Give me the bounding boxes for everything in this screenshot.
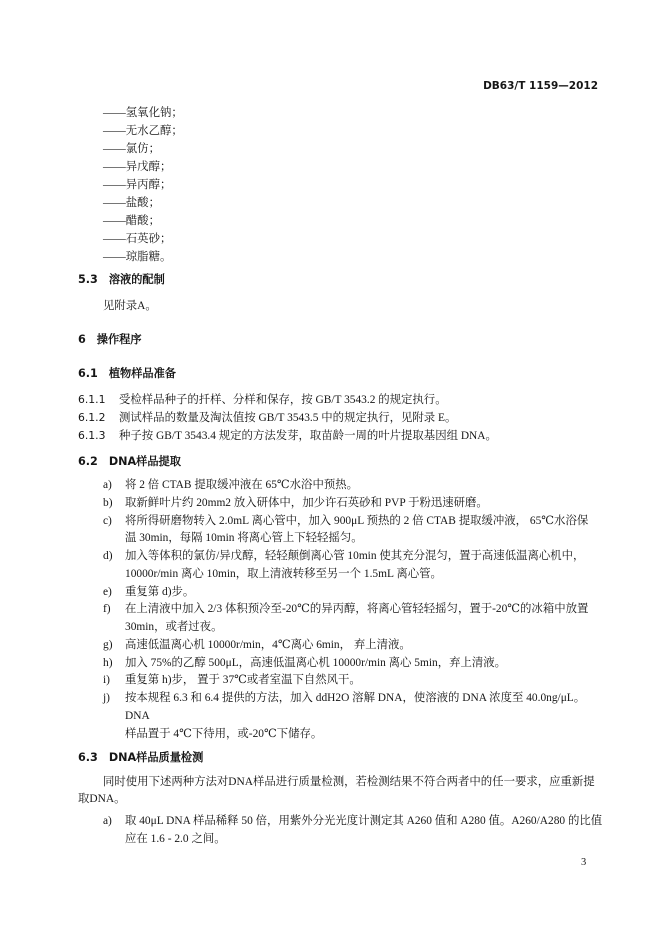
- intro-line: 同时使用下述两种方法对DNA样品进行质量检测，若检测结果不符合两者中的任一要求，应重新提: [103, 776, 595, 789]
- step-line: 加入等体积的氯仿/异戊醇，轻轻颠倒离心管 10min 使其充分混匀，置于高速低温离心机中，: [125, 550, 585, 562]
- reagent-item: ——琼脂糖。: [103, 251, 172, 263]
- extraction-steps-list: [78, 477, 605, 743]
- step-text: [125, 637, 605, 655]
- reagent-item: ——异戊醇；: [103, 161, 172, 173]
- step-item-d: [78, 548, 605, 584]
- section-6-2-heading: [78, 453, 605, 471]
- clause-text: 种子按 GB/T 3543.4 规定的方法发芽，取苗龄一周的叶片提取基因组 DNA。: [119, 430, 497, 442]
- section-title: 操作程序: [96, 333, 142, 346]
- page-number: 3: [581, 857, 587, 868]
- step-label: d): [103, 550, 113, 562]
- clause-6-1-2: [78, 409, 605, 427]
- reagent-list: [78, 104, 605, 266]
- step-item-h: [78, 655, 605, 673]
- reagent-item: ——醋酸；: [103, 215, 160, 227]
- step-line: 加入 75%的乙醇 500μL，高速低温离心机 10000r/min 离心 5min，弃上清液。: [125, 656, 507, 669]
- step-line: 10000r/min 离心 10min，取上清液转移至另一个 1.5mL 离心管。: [125, 567, 442, 580]
- step-line: 取新鲜叶片约 20mm2 放入研体中，加少许石英砂和 PVP 于粉迅速研磨。: [125, 496, 488, 509]
- step-line: 温 30min，每隔 10min 将离心管上下轻轻摇匀。: [125, 532, 363, 545]
- step-line: 重复第 h)步， 置于 37℃或者室温下自然风干。: [125, 674, 361, 687]
- step-line: 将 2 倍 CTAB 提取缓冲液在 65℃水浴中预热。: [125, 479, 359, 491]
- step-text: [125, 477, 605, 495]
- step-item-f: [78, 601, 605, 637]
- section-title: DNA样品质量检测: [108, 751, 204, 765]
- section-number: 6.1: [78, 367, 98, 380]
- step-label: j): [103, 692, 110, 704]
- step-label: c): [103, 514, 112, 527]
- step-text: [125, 548, 605, 584]
- check-text: [125, 812, 605, 848]
- step-label: h): [103, 656, 113, 669]
- step-item-c: [78, 513, 605, 549]
- section-6-1-heading: [78, 365, 605, 383]
- clause-6-1-1: [78, 391, 605, 409]
- clause-text: 受检样品种子的扦样、分样和保存，按 GB/T 3543.2 的规定执行。: [119, 394, 447, 406]
- step-item-e: [78, 584, 605, 602]
- step-label: f): [103, 603, 111, 616]
- check-item-a: [78, 812, 605, 848]
- step-label: e): [103, 585, 112, 598]
- step-label: b): [103, 496, 113, 509]
- section-number: 6.2: [78, 455, 98, 468]
- reagent-item: ——异丙醇；: [103, 179, 172, 191]
- step-text: [125, 601, 605, 637]
- section-number: 6: [78, 333, 86, 346]
- section-title: 溶液的配制: [108, 273, 165, 286]
- clause-6-1-3: [78, 427, 605, 445]
- clause-number: 6.1.2: [78, 411, 106, 424]
- step-line: 在上清液中加入 2/3 体积预冷至-20℃的异丙醇，将离心管轻轻摇匀，置于-20℃的冰箱中放置: [125, 603, 589, 616]
- step-label: g): [103, 638, 113, 651]
- step-line: 按本规程 6.3 和 6.4 提供的方法，加入 ddH2O 溶解 DNA，使溶液的 DNA 浓度至 40.0ng/μL。DNA: [125, 692, 586, 722]
- step-item-b: [78, 495, 605, 513]
- step-item-g: [78, 637, 605, 655]
- section-5-3-heading: [78, 271, 605, 289]
- step-item-i: [78, 672, 605, 690]
- step-line: 30min，或者过夜。: [125, 621, 223, 633]
- clause-list: [78, 391, 605, 445]
- section-6-3-heading: [78, 749, 605, 767]
- step-item-a: [78, 477, 605, 495]
- reagent-item: ——氢氧化钠；: [103, 107, 183, 119]
- reagent-item: ——石英砂；: [103, 233, 172, 245]
- section-5-3-body: 见附录A。: [103, 300, 157, 312]
- clause-text: 测试样品的数量及淘汰值按 GB/T 3543.5 中的规定执行，见附录 E。: [119, 412, 457, 424]
- step-text: [125, 513, 605, 549]
- section-6-heading: [78, 331, 605, 349]
- step-line: 重复第 d)步。: [125, 585, 195, 598]
- intro-line: 取DNA。: [78, 793, 126, 806]
- document-code-header: DB63/T 1159—2012: [483, 80, 598, 92]
- check-line: 取 40μL DNA 样品稀释 50 倍，用紫外分光光度计测定其 A260 值和 A280 值。A260/A280 的比值: [125, 815, 603, 828]
- page-content: [78, 104, 605, 848]
- step-text: [125, 655, 605, 673]
- quality-check-list: [78, 812, 605, 848]
- section-title: DNA样品提取: [108, 455, 181, 468]
- step-text: [125, 495, 605, 513]
- step-text: [125, 584, 605, 602]
- step-text: [125, 672, 605, 690]
- step-line: 将所得研磨物转入 2.0mL 离心管中，加入 900μL 预热的 2 倍 CTAB 提取缓冲液， 65℃水浴保: [125, 514, 589, 527]
- step-label: a): [103, 479, 112, 491]
- step-text: [125, 690, 605, 743]
- step-item-j: [78, 690, 605, 743]
- section-6-3-intro: [78, 774, 605, 808]
- reagent-item: ——氯仿；: [103, 143, 160, 155]
- check-line: 应在 1.6 - 2.0 之间。: [125, 833, 226, 846]
- section-number: 5.3: [78, 273, 98, 286]
- section-number: 6.3: [78, 751, 98, 765]
- step-label: i): [103, 674, 110, 687]
- step-line: 样品置于 4℃下待用，或-20℃下储存。: [125, 727, 323, 740]
- section-title: 植物样品准备: [108, 367, 176, 380]
- step-line: 高速低温离心机 10000r/min，4℃离心 6min， 弃上清液。: [125, 638, 411, 651]
- reagent-item: ——无水乙醇；: [103, 125, 183, 137]
- clause-number: 6.1.3: [78, 429, 106, 442]
- check-label: a): [103, 815, 112, 828]
- reagent-item: ——盐酸；: [103, 197, 160, 209]
- clause-number: 6.1.1: [78, 393, 106, 406]
